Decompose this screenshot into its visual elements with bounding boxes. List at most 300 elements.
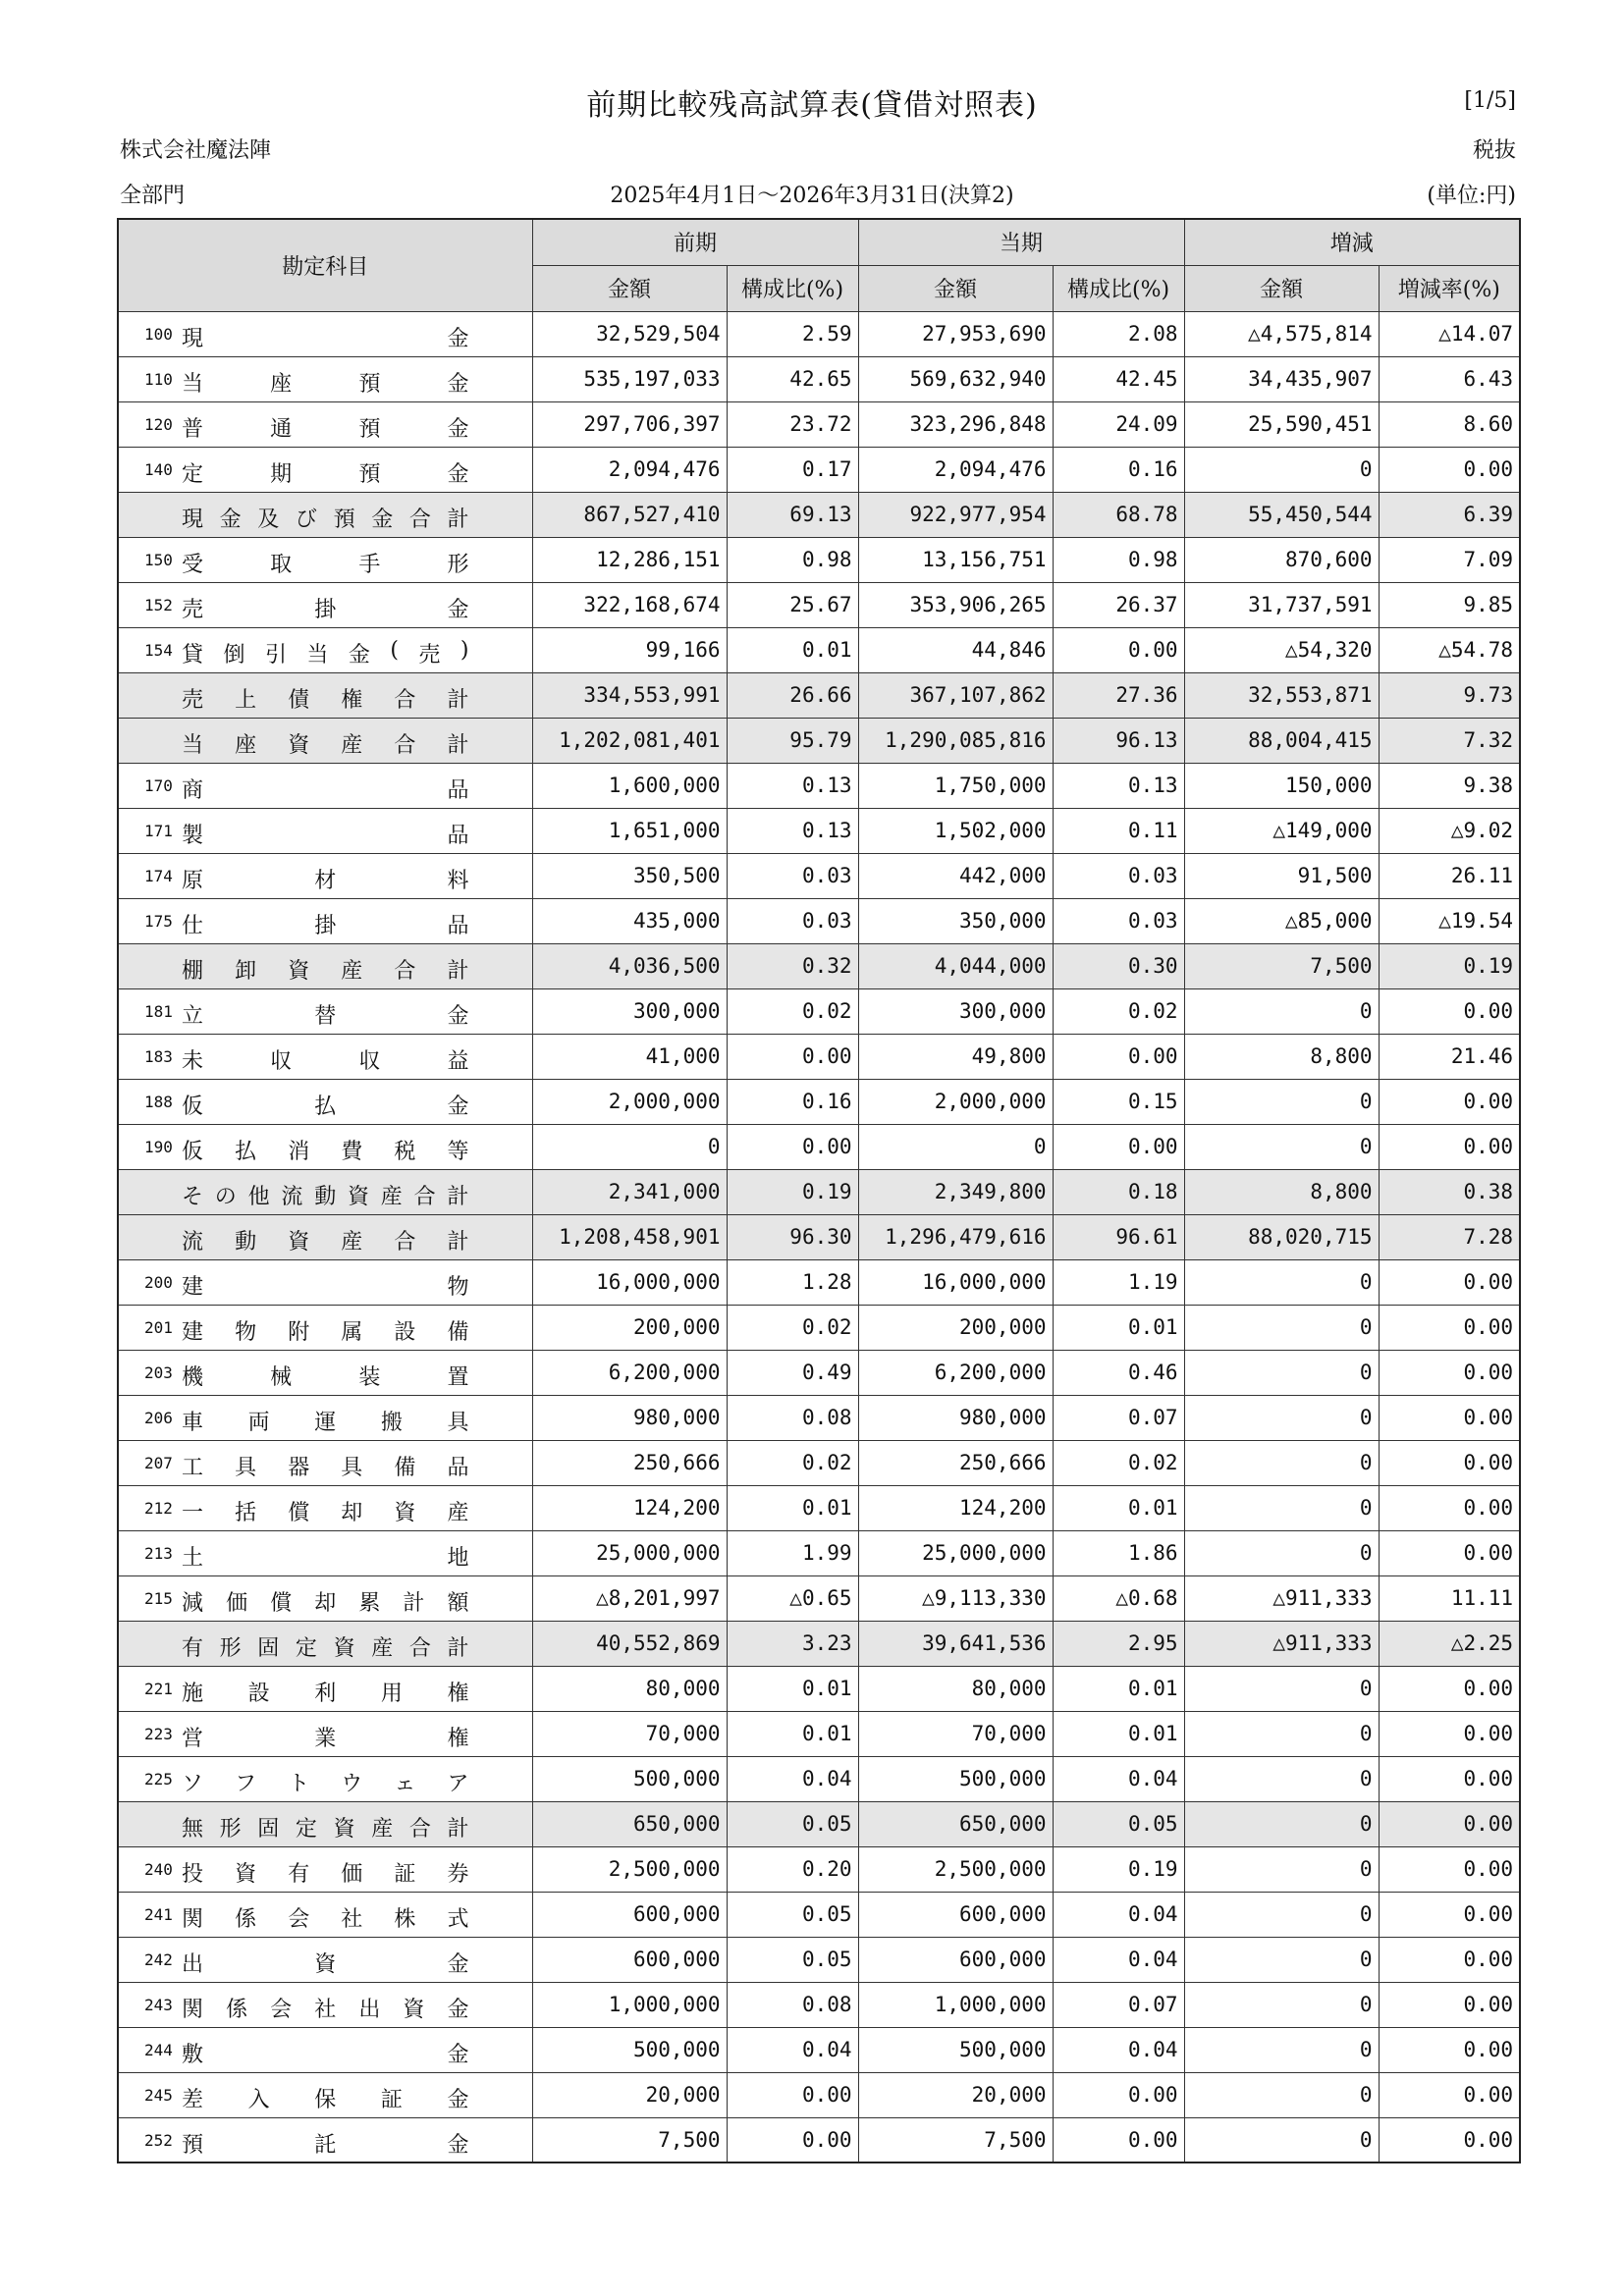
account-name: 立 替 金 bbox=[182, 1003, 469, 1029]
account-cell bbox=[118, 1034, 532, 1079]
current-amount: 1,750,000 bbox=[858, 763, 1053, 808]
account-name: 差 入 保 証 金 bbox=[182, 2087, 469, 2112]
account-cell bbox=[118, 1621, 532, 1666]
current-ratio: 0.00 bbox=[1053, 2072, 1184, 2117]
prior-amount: 650,000 bbox=[532, 1801, 727, 1846]
prior-ratio: 0.01 bbox=[727, 1666, 858, 1711]
change-rate: 26.11 bbox=[1379, 853, 1520, 898]
table-row bbox=[118, 627, 1520, 672]
change-rate: 0.00 bbox=[1379, 2027, 1520, 2072]
account-name: 無 形 固 定 資 産 合 計 bbox=[182, 1816, 469, 1842]
change-rate: 0.00 bbox=[1379, 1440, 1520, 1485]
current-amount: 1,000,000 bbox=[858, 1982, 1053, 2027]
account-cell bbox=[118, 311, 532, 356]
account-code: 252 bbox=[144, 2130, 173, 2150]
change-rate: 0.00 bbox=[1379, 1801, 1520, 1846]
change-amount: 0 bbox=[1184, 1892, 1379, 1937]
table-row bbox=[118, 311, 1520, 356]
current-ratio: 0.01 bbox=[1053, 1485, 1184, 1530]
current-amount: 442,000 bbox=[858, 853, 1053, 898]
prior-ratio: 0.08 bbox=[727, 1395, 858, 1440]
change-amount: 0 bbox=[1184, 1937, 1379, 1982]
account-name: 売 掛 金 bbox=[182, 597, 469, 622]
change-rate: △54.78 bbox=[1379, 627, 1520, 672]
account-code: 221 bbox=[144, 1679, 173, 1698]
change-rate: 0.00 bbox=[1379, 1079, 1520, 1124]
current-ratio: 0.98 bbox=[1053, 537, 1184, 582]
account-cell bbox=[118, 1530, 532, 1575]
account-cell bbox=[118, 1892, 532, 1937]
account-code: 174 bbox=[144, 866, 173, 885]
current-amount: △9,113,330 bbox=[858, 1575, 1053, 1621]
prior-ratio: 0.00 bbox=[727, 1034, 858, 1079]
account-code: 243 bbox=[144, 1995, 173, 2014]
prior-ratio: △0.65 bbox=[727, 1575, 858, 1621]
change-amount: 34,435,907 bbox=[1184, 356, 1379, 401]
account-cell bbox=[118, 898, 532, 943]
current-amount: 200,000 bbox=[858, 1305, 1053, 1350]
account-code: 188 bbox=[144, 1092, 173, 1111]
account-name: 投 資 有 価 証 券 bbox=[182, 1861, 469, 1887]
current-amount: 600,000 bbox=[858, 1892, 1053, 1937]
prior-amount: 16,000,000 bbox=[532, 1259, 727, 1305]
prior-ratio: 0.20 bbox=[727, 1846, 858, 1892]
table-row bbox=[118, 356, 1520, 401]
prior-ratio: 0.05 bbox=[727, 1801, 858, 1846]
account-name: 受 取 手 形 bbox=[182, 552, 469, 577]
prior-amount: 32,529,504 bbox=[532, 311, 727, 356]
prior-ratio: 0.98 bbox=[727, 537, 858, 582]
prior-amount: 2,500,000 bbox=[532, 1846, 727, 1892]
change-rate: 0.00 bbox=[1379, 2117, 1520, 2163]
change-rate: 9.73 bbox=[1379, 672, 1520, 718]
change-amount: 0 bbox=[1184, 1485, 1379, 1530]
table-row bbox=[118, 898, 1520, 943]
table-row bbox=[118, 1034, 1520, 1079]
prior-ratio-header: 構成比(%) bbox=[727, 265, 858, 311]
change-rate: 0.00 bbox=[1379, 1485, 1520, 1530]
account-code: 244 bbox=[144, 2040, 173, 2059]
current-ratio: △0.68 bbox=[1053, 1575, 1184, 1621]
fiscal-period: 2025年4月1日～2026年3月31日(決算2) bbox=[610, 184, 1014, 208]
change-rate: 21.46 bbox=[1379, 1034, 1520, 1079]
change-amount: 0 bbox=[1184, 1666, 1379, 1711]
current-ratio: 0.15 bbox=[1053, 1079, 1184, 1124]
account-name: 施 設 利 用 権 bbox=[182, 1681, 469, 1706]
current-ratio: 0.00 bbox=[1053, 627, 1184, 672]
account-code: 150 bbox=[144, 550, 173, 569]
account-code: 200 bbox=[144, 1272, 173, 1292]
prior-amount: 297,706,397 bbox=[532, 401, 727, 447]
current-amount-header: 金額 bbox=[858, 265, 1053, 311]
account-cell bbox=[118, 1169, 532, 1214]
prior-ratio: 0.01 bbox=[727, 627, 858, 672]
current-ratio: 27.36 bbox=[1053, 672, 1184, 718]
change-amount-header: 金額 bbox=[1184, 265, 1379, 311]
prior-ratio: 0.01 bbox=[727, 1711, 858, 1756]
account-name: 定 期 預 金 bbox=[182, 461, 469, 487]
current-ratio: 96.13 bbox=[1053, 718, 1184, 763]
prior-ratio: 0.32 bbox=[727, 943, 858, 988]
account-name: 現 金 bbox=[182, 326, 469, 351]
current-amount: 27,953,690 bbox=[858, 311, 1053, 356]
current-ratio: 24.09 bbox=[1053, 401, 1184, 447]
account-cell bbox=[118, 1350, 532, 1395]
current-ratio: 0.03 bbox=[1053, 853, 1184, 898]
change-amount: 8,800 bbox=[1184, 1169, 1379, 1214]
account-cell bbox=[118, 1937, 532, 1982]
current-amount: 2,000,000 bbox=[858, 1079, 1053, 1124]
account-code: 207 bbox=[144, 1453, 173, 1472]
prior-amount: 600,000 bbox=[532, 1892, 727, 1937]
change-rate: 11.11 bbox=[1379, 1575, 1520, 1621]
table-row bbox=[118, 808, 1520, 853]
account-name: 減 価 償 却 累 計 額 bbox=[182, 1590, 469, 1616]
table-row bbox=[118, 1937, 1520, 1982]
account-name: 現 金 及 び 預 金 合 計 bbox=[182, 507, 469, 532]
current-amount: 600,000 bbox=[858, 1937, 1053, 1982]
change-rate: 9.85 bbox=[1379, 582, 1520, 627]
account-cell bbox=[118, 582, 532, 627]
account-name: 有 形 固 定 資 産 合 計 bbox=[182, 1635, 469, 1661]
change-amount: 25,590,451 bbox=[1184, 401, 1379, 447]
current-amount: 6,200,000 bbox=[858, 1350, 1053, 1395]
account-code: 154 bbox=[144, 640, 173, 660]
account-name: 普 通 預 金 bbox=[182, 416, 469, 442]
account-name: 出 資 金 bbox=[182, 1951, 469, 1977]
current-ratio: 0.01 bbox=[1053, 1305, 1184, 1350]
prior-ratio: 0.04 bbox=[727, 2027, 858, 2072]
current-amount: 650,000 bbox=[858, 1801, 1053, 1846]
account-name: 一 括 償 却 資 産 bbox=[182, 1500, 469, 1525]
change-amount: △911,333 bbox=[1184, 1575, 1379, 1621]
change-amount: 0 bbox=[1184, 1982, 1379, 2027]
prior-amount: 7,500 bbox=[532, 2117, 727, 2163]
prior-ratio: 0.01 bbox=[727, 1485, 858, 1530]
account-code: 245 bbox=[144, 2085, 173, 2105]
account-cell bbox=[118, 1575, 532, 1621]
subtotal-row bbox=[118, 718, 1520, 763]
change-amount: 0 bbox=[1184, 1846, 1379, 1892]
account-code: 140 bbox=[144, 459, 173, 479]
table-row bbox=[118, 1846, 1520, 1892]
current-amount: 2,094,476 bbox=[858, 447, 1053, 492]
change-rate: 7.28 bbox=[1379, 1214, 1520, 1259]
current-amount: 1,502,000 bbox=[858, 808, 1053, 853]
current-ratio: 0.00 bbox=[1053, 1034, 1184, 1079]
change-rate: 9.38 bbox=[1379, 763, 1520, 808]
prior-ratio: 95.79 bbox=[727, 718, 858, 763]
change-rate: 0.00 bbox=[1379, 1711, 1520, 1756]
prior-amount: 334,553,991 bbox=[532, 672, 727, 718]
account-code: 203 bbox=[144, 1362, 173, 1382]
subtotal-row bbox=[118, 1621, 1520, 1666]
prior-amount: 1,202,081,401 bbox=[532, 718, 727, 763]
prior-amount: 20,000 bbox=[532, 2072, 727, 2117]
change-amount: △911,333 bbox=[1184, 1621, 1379, 1666]
account-cell bbox=[118, 672, 532, 718]
change-amount: 7,500 bbox=[1184, 943, 1379, 988]
prior-ratio: 0.04 bbox=[727, 1756, 858, 1801]
prior-amount: 250,666 bbox=[532, 1440, 727, 1485]
change-rate: 6.43 bbox=[1379, 356, 1520, 401]
prior-ratio: 42.65 bbox=[727, 356, 858, 401]
account-name: 工 具 器 具 備 品 bbox=[182, 1455, 469, 1480]
account-code: 206 bbox=[144, 1408, 173, 1427]
current-amount: 124,200 bbox=[858, 1485, 1053, 1530]
account-code: 183 bbox=[144, 1046, 173, 1066]
change-rate: △14.07 bbox=[1379, 311, 1520, 356]
change-amount: 0 bbox=[1184, 988, 1379, 1034]
change-rate: 8.60 bbox=[1379, 401, 1520, 447]
account-name: 流 動 資 産 合 計 bbox=[182, 1229, 469, 1255]
current-ratio: 0.16 bbox=[1053, 447, 1184, 492]
change-rate: 7.09 bbox=[1379, 537, 1520, 582]
current-ratio: 0.19 bbox=[1053, 1846, 1184, 1892]
current-amount: 922,977,954 bbox=[858, 492, 1053, 537]
account-name: 仮 払 金 bbox=[182, 1094, 469, 1119]
account-cell bbox=[118, 401, 532, 447]
account-cell bbox=[118, 1305, 532, 1350]
prior-ratio: 0.02 bbox=[727, 1305, 858, 1350]
prior-amount: 600,000 bbox=[532, 1937, 727, 1982]
account-cell bbox=[118, 1079, 532, 1124]
prior-ratio: 23.72 bbox=[727, 401, 858, 447]
prior-ratio: 0.05 bbox=[727, 1937, 858, 1982]
prior-amount: 1,000,000 bbox=[532, 1982, 727, 2027]
prior-amount: 2,094,476 bbox=[532, 447, 727, 492]
table-row bbox=[118, 763, 1520, 808]
currency-unit: (単位:円) bbox=[1427, 184, 1516, 208]
current-ratio: 0.00 bbox=[1053, 2117, 1184, 2163]
account-name: 仕 掛 品 bbox=[182, 913, 469, 938]
prior-ratio: 0.17 bbox=[727, 447, 858, 492]
prior-amount: 124,200 bbox=[532, 1485, 727, 1530]
prior-ratio: 0.13 bbox=[727, 763, 858, 808]
prior-period-header: 前期 bbox=[532, 219, 858, 265]
prior-amount: 500,000 bbox=[532, 2027, 727, 2072]
account-code: 241 bbox=[144, 1904, 173, 1924]
current-ratio: 1.86 bbox=[1053, 1530, 1184, 1575]
account-cell bbox=[118, 1440, 532, 1485]
change-amount: 0 bbox=[1184, 1801, 1379, 1846]
current-amount: 300,000 bbox=[858, 988, 1053, 1034]
table-row bbox=[118, 1982, 1520, 2027]
change-rate: 0.00 bbox=[1379, 1937, 1520, 1982]
account-name: 原 材 料 bbox=[182, 868, 469, 893]
prior-amount: 322,168,674 bbox=[532, 582, 727, 627]
prior-amount: 350,500 bbox=[532, 853, 727, 898]
current-amount: 323,296,848 bbox=[858, 401, 1053, 447]
change-amount: 0 bbox=[1184, 1350, 1379, 1395]
prior-ratio: 0.00 bbox=[727, 2072, 858, 2117]
change-rate: 0.00 bbox=[1379, 1846, 1520, 1892]
change-amount: 88,004,415 bbox=[1184, 718, 1379, 763]
table-row bbox=[118, 537, 1520, 582]
change-amount: 0 bbox=[1184, 2117, 1379, 2163]
change-rate: 0.00 bbox=[1379, 1124, 1520, 1169]
prior-ratio: 96.30 bbox=[727, 1214, 858, 1259]
current-amount: 2,500,000 bbox=[858, 1846, 1053, 1892]
change-rate: 0.19 bbox=[1379, 943, 1520, 988]
current-amount: 500,000 bbox=[858, 1756, 1053, 1801]
account-cell bbox=[118, 1711, 532, 1756]
change-amount: 55,450,544 bbox=[1184, 492, 1379, 537]
trial-balance-table bbox=[117, 218, 1521, 2163]
account-name: 土 地 bbox=[182, 1545, 469, 1571]
table-row bbox=[118, 1575, 1520, 1621]
prior-amount: 435,000 bbox=[532, 898, 727, 943]
table-body bbox=[118, 311, 1520, 2163]
account-name: 預 託 金 bbox=[182, 2132, 469, 2158]
current-ratio: 0.03 bbox=[1053, 898, 1184, 943]
account-code: 215 bbox=[144, 1588, 173, 1608]
current-amount: 70,000 bbox=[858, 1711, 1053, 1756]
current-ratio: 0.07 bbox=[1053, 1982, 1184, 2027]
account-cell bbox=[118, 492, 532, 537]
subtotal-row bbox=[118, 1801, 1520, 1846]
account-name: 車 両 運 搬 具 bbox=[182, 1410, 469, 1435]
prior-ratio: 0.08 bbox=[727, 1982, 858, 2027]
change-amount: 8,800 bbox=[1184, 1034, 1379, 1079]
table-row bbox=[118, 988, 1520, 1034]
prior-amount: 6,200,000 bbox=[532, 1350, 727, 1395]
prior-ratio: 0.00 bbox=[727, 1124, 858, 1169]
change-amount: 0 bbox=[1184, 1530, 1379, 1575]
change-amount: 0 bbox=[1184, 1711, 1379, 1756]
account-name: 棚 卸 資 産 合 計 bbox=[182, 958, 469, 984]
prior-amount: 70,000 bbox=[532, 1711, 727, 1756]
change-amount: 32,553,871 bbox=[1184, 672, 1379, 718]
current-ratio: 26.37 bbox=[1053, 582, 1184, 627]
current-amount: 250,666 bbox=[858, 1440, 1053, 1485]
change-amount: △4,575,814 bbox=[1184, 311, 1379, 356]
company-name: 株式会社魔法陣 bbox=[120, 138, 272, 163]
account-cell bbox=[118, 808, 532, 853]
change-amount: 0 bbox=[1184, 1079, 1379, 1124]
change-amount: 150,000 bbox=[1184, 763, 1379, 808]
prior-ratio: 0.02 bbox=[727, 988, 858, 1034]
report-title: 前期比較残高試算表(貸借対照表) bbox=[586, 88, 1038, 123]
change-amount: △54,320 bbox=[1184, 627, 1379, 672]
prior-amount: 41,000 bbox=[532, 1034, 727, 1079]
change-amount: △85,000 bbox=[1184, 898, 1379, 943]
change-rate: 7.32 bbox=[1379, 718, 1520, 763]
account-name: 機 械 装 置 bbox=[182, 1364, 469, 1390]
current-ratio: 0.04 bbox=[1053, 1756, 1184, 1801]
prior-ratio: 25.67 bbox=[727, 582, 858, 627]
account-code: 201 bbox=[144, 1317, 173, 1337]
account-code: 120 bbox=[144, 414, 173, 434]
account-cell bbox=[118, 1485, 532, 1530]
prior-ratio: 0.03 bbox=[727, 853, 858, 898]
account-cell bbox=[118, 763, 532, 808]
prior-ratio: 1.28 bbox=[727, 1259, 858, 1305]
current-amount: 20,000 bbox=[858, 2072, 1053, 2117]
current-ratio: 0.46 bbox=[1053, 1350, 1184, 1395]
current-amount: 980,000 bbox=[858, 1395, 1053, 1440]
table-row bbox=[118, 1350, 1520, 1395]
current-ratio: 0.01 bbox=[1053, 1666, 1184, 1711]
table-row bbox=[118, 2117, 1520, 2163]
account-code: 152 bbox=[144, 595, 173, 614]
change-amount: △149,000 bbox=[1184, 808, 1379, 853]
change-amount: 31,737,591 bbox=[1184, 582, 1379, 627]
current-period-header: 当期 bbox=[858, 219, 1184, 265]
prior-amount: 1,651,000 bbox=[532, 808, 727, 853]
prior-amount: 535,197,033 bbox=[532, 356, 727, 401]
current-ratio: 2.08 bbox=[1053, 311, 1184, 356]
subtotal-row bbox=[118, 492, 1520, 537]
current-amount: 569,632,940 bbox=[858, 356, 1053, 401]
table-row bbox=[118, 447, 1520, 492]
table-row bbox=[118, 1079, 1520, 1124]
prior-amount: 980,000 bbox=[532, 1395, 727, 1440]
account-name: 製 品 bbox=[182, 823, 469, 848]
prior-ratio: 0.16 bbox=[727, 1079, 858, 1124]
table-row bbox=[118, 1530, 1520, 1575]
change-amount: 88,020,715 bbox=[1184, 1214, 1379, 1259]
account-cell bbox=[118, 447, 532, 492]
change-rate: 0.38 bbox=[1379, 1169, 1520, 1214]
change-rate: 6.39 bbox=[1379, 492, 1520, 537]
change-amount: 0 bbox=[1184, 1259, 1379, 1305]
account-code: 213 bbox=[144, 1543, 173, 1563]
account-code: 242 bbox=[144, 1949, 173, 1969]
account-code: 240 bbox=[144, 1859, 173, 1879]
current-ratio: 0.13 bbox=[1053, 763, 1184, 808]
current-ratio: 96.61 bbox=[1053, 1214, 1184, 1259]
change-amount: 0 bbox=[1184, 1395, 1379, 1440]
current-amount: 353,906,265 bbox=[858, 582, 1053, 627]
prior-ratio: 0.05 bbox=[727, 1892, 858, 1937]
current-ratio-header: 構成比(%) bbox=[1053, 265, 1184, 311]
account-name: 建 物 bbox=[182, 1274, 469, 1300]
account-code: 175 bbox=[144, 911, 173, 931]
prior-ratio: 0.19 bbox=[727, 1169, 858, 1214]
prior-ratio: 0.00 bbox=[727, 2117, 858, 2163]
account-cell bbox=[118, 1666, 532, 1711]
current-amount: 350,000 bbox=[858, 898, 1053, 943]
account-name: 建 物 附 属 設 備 bbox=[182, 1319, 469, 1345]
account-cell bbox=[118, 1124, 532, 1169]
account-name: 関 係 会 社 株 式 bbox=[182, 1906, 469, 1932]
change-amount: 870,600 bbox=[1184, 537, 1379, 582]
subtotal-row bbox=[118, 943, 1520, 988]
change-rate: △2.25 bbox=[1379, 1621, 1520, 1666]
account-code: 225 bbox=[144, 1769, 173, 1789]
change-header: 増減 bbox=[1184, 219, 1520, 265]
prior-amount: 300,000 bbox=[532, 988, 727, 1034]
account-code: 212 bbox=[144, 1498, 173, 1518]
change-rate: 0.00 bbox=[1379, 2072, 1520, 2117]
current-ratio: 2.95 bbox=[1053, 1621, 1184, 1666]
account-cell bbox=[118, 1982, 532, 2027]
prior-ratio: 0.02 bbox=[727, 1440, 858, 1485]
current-amount: 16,000,000 bbox=[858, 1259, 1053, 1305]
current-amount: 0 bbox=[858, 1124, 1053, 1169]
account-cell bbox=[118, 1259, 532, 1305]
account-code: 190 bbox=[144, 1137, 173, 1156]
prior-ratio: 0.13 bbox=[727, 808, 858, 853]
table-row bbox=[118, 2072, 1520, 2117]
table-row bbox=[118, 1395, 1520, 1440]
department: 全部門 bbox=[120, 184, 186, 208]
prior-amount: 40,552,869 bbox=[532, 1621, 727, 1666]
prior-amount: 4,036,500 bbox=[532, 943, 727, 988]
account-name: 営 業 権 bbox=[182, 1726, 469, 1751]
prior-amount: 25,000,000 bbox=[532, 1530, 727, 1575]
